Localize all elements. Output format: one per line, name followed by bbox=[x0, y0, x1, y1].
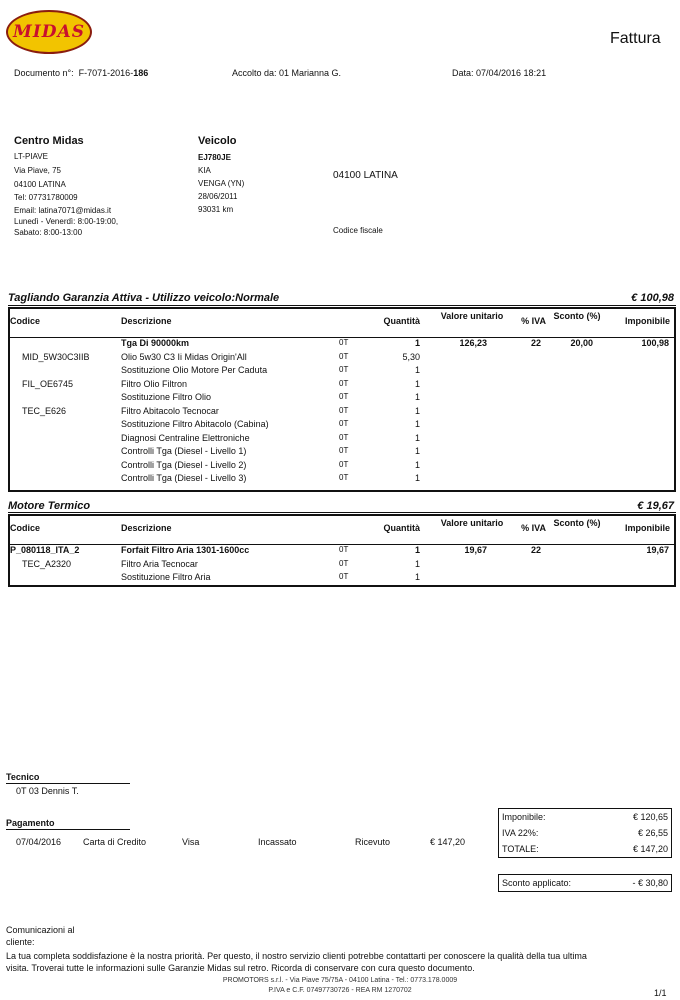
veicolo-line: 28/06/2011 bbox=[198, 192, 238, 201]
comunicazioni-text-2: visita. Troverai tutte le informazioni sulle Garanzie Midas sul retro. Ricorda di conservare con cura questo documento. bbox=[6, 963, 475, 973]
sconto-value: - € 30,80 bbox=[632, 878, 668, 888]
payment-date: 07/04/2016 bbox=[16, 837, 62, 847]
row-operator: 0T bbox=[339, 392, 349, 401]
row-iva: 22 bbox=[530, 338, 541, 348]
totals-row bbox=[502, 812, 668, 822]
totals-row bbox=[502, 844, 668, 854]
totals-label: TOTALE: bbox=[502, 844, 539, 854]
row-operator: 0T bbox=[339, 378, 349, 388]
row-quantita: 1 bbox=[414, 572, 420, 582]
row-operator: 0T bbox=[339, 365, 349, 374]
totals-value: € 26,55 bbox=[637, 828, 668, 838]
row-descrizione: Sostituzione Olio Motore Per Caduta bbox=[121, 365, 268, 375]
centro-line: 04100 LATINA bbox=[14, 180, 66, 189]
row-quantita: 1 bbox=[414, 405, 420, 416]
midas-logo: MIDAS bbox=[6, 10, 92, 54]
ricevuto-value: € 147,20 bbox=[430, 837, 466, 847]
comunicazioni-label-2: cliente: bbox=[6, 937, 35, 947]
totals-label: Imponibile: bbox=[502, 812, 546, 822]
tecnico-value: 0T 03 Dennis T. bbox=[16, 786, 79, 796]
footer-company: PROMOTORS s.r.l. - Via Piave 75/75A - 04100 Latina - Tel.: 0773.178.0009 bbox=[222, 977, 458, 984]
pagamento-rule bbox=[6, 829, 130, 830]
row-descrizione: Filtro Aria Tecnocar bbox=[121, 558, 198, 569]
row-operator: 0T bbox=[339, 558, 349, 568]
row-codice: TEC_E626 bbox=[22, 405, 67, 416]
documento-number: Documento n°: F-7071-2016-186 bbox=[14, 68, 149, 78]
row-imponibile: 19,67 bbox=[646, 545, 669, 555]
row-descrizione: Sostituzione Filtro Abitacolo (Cabina) bbox=[121, 419, 269, 429]
row-operator: 0T bbox=[339, 432, 349, 442]
section2-rule bbox=[8, 512, 676, 513]
sconto-box bbox=[498, 874, 672, 892]
row-codice: TEC_A2320 bbox=[22, 558, 72, 569]
descrizione-header: Descrizione bbox=[121, 523, 172, 533]
document-date: Data: 07/04/2016 18:21 bbox=[452, 68, 547, 78]
row-quantita: 1 bbox=[414, 459, 420, 470]
row-quantita: 1 bbox=[414, 365, 420, 375]
row-operator: 0T bbox=[339, 459, 349, 469]
totals-label: IVA 22%: bbox=[502, 828, 539, 838]
totals-value: € 120,65 bbox=[632, 812, 668, 822]
centro-line: LT-PIAVE bbox=[14, 152, 48, 161]
ricevuto-label: Ricevuto bbox=[355, 837, 391, 847]
footer-vat: P.IVA e C.F. 07497730726 - REA RM 1270702 bbox=[268, 987, 412, 994]
imponibile-header: Imponibile bbox=[625, 316, 670, 326]
centro-line: Lunedì - Venerdì: 8:00-19:00, bbox=[14, 217, 119, 226]
row-descrizione: Diagnosi Centraline Elettroniche bbox=[121, 432, 250, 443]
centro-line: Email: latina7071@midas.it bbox=[14, 206, 112, 215]
row-descrizione: Controlli Tga (Diesel - Livello 2) bbox=[121, 459, 247, 470]
pagamento-label: Pagamento bbox=[6, 818, 55, 828]
sconto-header: Sconto (%) bbox=[553, 311, 601, 321]
row-codice: P_080118_ITA_2 bbox=[10, 545, 80, 555]
vehicle-plate: EJ780JE bbox=[198, 153, 231, 162]
codice-header: Codice bbox=[10, 316, 41, 326]
tecnico-label: Tecnico bbox=[6, 772, 40, 782]
row-descrizione: Controlli Tga (Diesel - Livello 1) bbox=[121, 446, 247, 456]
page-number: 1/1 bbox=[654, 988, 667, 998]
row-quantita: 1 bbox=[414, 558, 420, 569]
totals-box bbox=[498, 808, 672, 858]
iva-header: % IVA bbox=[521, 523, 546, 533]
quantita-header: Quantità bbox=[383, 523, 420, 533]
row-descrizione: Sostituzione Filtro Olio bbox=[121, 392, 212, 402]
row-descrizione: Filtro Olio Filtron bbox=[121, 378, 188, 389]
row-codice: MID_5W30C3IIB bbox=[22, 351, 90, 362]
centro-line: Via Piave, 75 bbox=[14, 166, 61, 175]
valore-unitario-header: Valore unitario bbox=[440, 311, 504, 321]
row-imponibile: 100,98 bbox=[641, 338, 669, 348]
payment-method: Carta di Credito bbox=[83, 837, 147, 847]
veicolo-line: KIA bbox=[198, 166, 211, 175]
totals-row bbox=[502, 828, 668, 838]
row-valore-unitario: 19,67 bbox=[464, 545, 487, 555]
valore-unitario-header: Valore unitario bbox=[440, 518, 504, 528]
veicolo-line: 93031 km bbox=[198, 205, 234, 214]
veicolo-line: VENGA (YN) bbox=[198, 179, 245, 188]
row-descrizione: Tga Di 90000km bbox=[121, 338, 190, 348]
codice-fiscale-label: Codice fiscale bbox=[333, 226, 383, 235]
row-operator: 0T bbox=[339, 351, 349, 361]
row-descrizione: Forfait Filtro Aria 1301-1600cc bbox=[121, 545, 250, 555]
row-operator: 0T bbox=[339, 405, 349, 415]
sconto-header: Sconto (%) bbox=[553, 518, 601, 528]
row-quantita: 1 bbox=[414, 378, 420, 389]
row-operator: 0T bbox=[339, 473, 349, 482]
totals-value: € 147,20 bbox=[632, 844, 668, 854]
row-operator: 0T bbox=[339, 338, 349, 347]
comunicazioni-text-1: La tua completa soddisfazione è la nostra priorità. Per questo, il nostro servizio clienti potrebbe contattarti per conoscere la qualità della tua ultima bbox=[6, 951, 587, 961]
row-quantita: 1 bbox=[414, 392, 420, 402]
section1-rule bbox=[8, 305, 676, 306]
iva-header: % IVA bbox=[521, 316, 546, 326]
payment-card: Visa bbox=[182, 837, 200, 847]
row-sconto: 20,00 bbox=[570, 338, 593, 348]
row-quantita: 1 bbox=[414, 432, 420, 443]
row-iva: 22 bbox=[530, 545, 541, 555]
row-quantita: 5,30 bbox=[402, 351, 420, 362]
quantita-header: Quantità bbox=[383, 316, 420, 326]
row-codice: FIL_OE6745 bbox=[22, 378, 74, 389]
section2-title: Motore Termico bbox=[8, 500, 91, 512]
cliente-city: 04100 LATINA bbox=[333, 170, 398, 181]
veicolo-title: Veicolo bbox=[198, 135, 237, 147]
row-quantita: 1 bbox=[414, 338, 420, 348]
row-descrizione: Controlli Tga (Diesel - Livello 3) bbox=[121, 473, 247, 483]
codice-header: Codice bbox=[10, 523, 41, 533]
imponibile-header: Imponibile bbox=[625, 523, 670, 533]
row-descrizione: Olio 5w30 C3 Ii Midas Origin'All bbox=[121, 351, 247, 362]
centro-title: Centro Midas bbox=[14, 135, 84, 147]
row-quantita: 1 bbox=[414, 545, 420, 555]
centro-line: Sabato: 8:00-13:00 bbox=[14, 228, 83, 237]
comunicazioni-label-1: Comunicazioni al bbox=[6, 925, 75, 935]
document-title: Fattura bbox=[610, 30, 661, 47]
row-quantita: 1 bbox=[414, 473, 420, 483]
accolto-da: Accolto da: 01 Marianna G. bbox=[232, 68, 342, 78]
row-operator: 0T bbox=[339, 446, 349, 455]
section1-amount: € 100,98 bbox=[631, 292, 674, 304]
row-descrizione: Sostituzione Filtro Aria bbox=[121, 572, 211, 582]
centro-line: Tel: 07731780009 bbox=[14, 193, 78, 202]
row-operator: 0T bbox=[339, 572, 349, 581]
row-quantita: 1 bbox=[414, 419, 420, 429]
section1-title: Tagliando Garanzia Attiva - Utilizzo veicolo:Normale bbox=[8, 292, 280, 304]
section2-amount: € 19,67 bbox=[637, 500, 674, 512]
row-operator: 0T bbox=[339, 545, 349, 554]
sconto-label: Sconto applicato: bbox=[502, 878, 572, 888]
payment-status: Incassato bbox=[258, 837, 297, 847]
descrizione-header: Descrizione bbox=[121, 316, 172, 326]
row-descrizione: Filtro Abitacolo Tecnocar bbox=[121, 405, 219, 416]
row-valore-unitario: 126,23 bbox=[459, 338, 487, 348]
row-quantita: 1 bbox=[414, 446, 420, 456]
row-operator: 0T bbox=[339, 419, 349, 428]
tecnico-rule bbox=[6, 783, 130, 784]
